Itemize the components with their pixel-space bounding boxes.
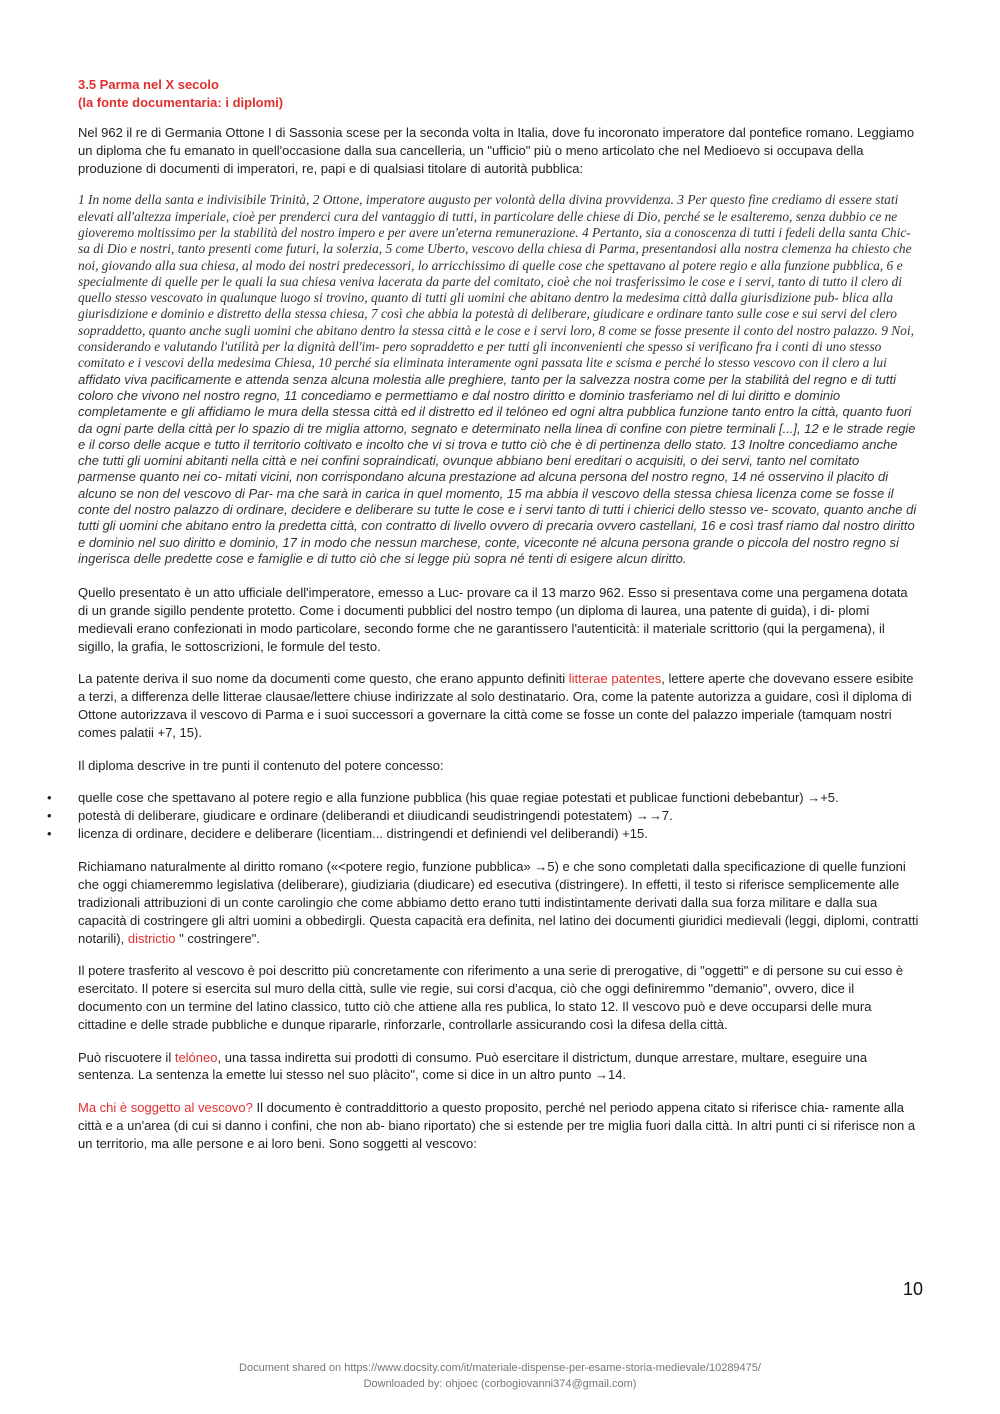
paragraph-subjects-text: Il documento è contraddittorio a questo proposito, perché nel periodo appena citato si riferisce chia- ramente alla città e a un'area (di cui si danno i confini, che non ab- biano riportato) che si estende per tre miglia fuori dalla città. In altri punti ci si riferisce non a un territorio, ma alle persone e ai loro beni. Sono soggetti al vescovo:: [78, 1100, 916, 1151]
footer-downloaded-by: Downloaded by: ohjoec (corbogiovanni374@gmail.com): [363, 1378, 637, 1390]
list-item: [47, 789, 920, 807]
section-heading: [78, 76, 920, 112]
intro-paragraph: Nel 962 il re di Germania Ottone I di Sassonia scese per la seconda volta in Italia, dove fu incoronato imperatore dal pontefice romano. Leggiamo un diploma che fu emanato in quell'occasione dalla sua cancelleria, un "ufficio" più o meno articolato che nel Medioevo si occupava della produzione di documenti di imperatori, re, papi e di qualsiasi titolare di autorità pubblica:: [78, 125, 915, 176]
section-subtitle: (la fonte documentaria: i diplomi): [78, 95, 284, 110]
list-item-text: licenza di ordinare, decidere e deliberare (licentiam... distringendi et definiendi vel deliberandi) +15.: [78, 826, 648, 842]
paragraph-official-act: Quello presentato è un atto ufficiale dell'imperatore, emesso a Luc- provare ca il 13 marzo 962. Esso si presentava come una pergamena dotata di un grande sigillo pendente protetto. Come i documenti pubblici del nostro tempo (un diploma di laurea, una patente di guida), i di- plomi medievali erano confezionati in modo particolare, secondo forme che ne garantissero l'autenticità: il materiale scrittorio (qui la pergamena), il sigillo, la grafia, le sottoscrizioni, le formule del testo.: [78, 585, 908, 654]
paragraph-patente-start: La patente deriva il suo nome da documenti come questo, che erano appunto definiti: [78, 671, 569, 687]
list-item: [47, 825, 920, 843]
paragraph-teloneo-end: , una tassa indiretta sui prodotti di consumo. Può esercitare il districtum, dunque arrestare, multare, eseguire una sentenza. La sentenza la emette lui stesso nel suo plàcito", come si dice in un altro punto →14.: [78, 1049, 868, 1083]
section-title: 3.5 Parma nel X secolo: [78, 77, 219, 92]
page-content: [47, 76, 920, 1168]
bullet-icon: •: [47, 790, 52, 806]
page-number: 10: [903, 1279, 924, 1299]
paragraph-roman-law: [78, 858, 920, 947]
bullet-icon: •: [47, 826, 52, 842]
highlight-teloneo: telóneo: [174, 1049, 218, 1065]
bullet-list: [47, 789, 920, 843]
bullet-icon: •: [47, 808, 52, 824]
list-item: [47, 807, 920, 825]
highlight-litterae-patentes: litterae patentes: [568, 671, 662, 687]
paragraph-three-points: Il diploma descrive in tre punti il contenuto del potere concesso:: [78, 757, 444, 773]
footer-shared-link[interactable]: Document shared on https://www.docsity.com/it/materiale-dispense-per-esame-storia-medievale/10289475/: [239, 1362, 761, 1374]
paragraph-roman-law-start: Richiamano naturalmente al diritto romano («<potere regio, funzione pubblica» →5) e che sono completati dalla specificazione di quelle funzioni che oggi chiameremmo legislativa (deliberare), giudiziaria (diudicare) ed esecutiva (distringere). In effetti, il testo si riferisce semplicemente alle tradizionali attribuzioni di un conte carolingio che come abbiamo detto erano tutti indistintamente derivati dalla sua forza militare e dalla sua capacità di costringere gli altri uomini a obbedirgli. Questa capacità era definita, nel latino dei documenti giuridici medievali (leggi, diplomi, contratti notarili),: [78, 859, 919, 946]
diploma-quote: [78, 192, 920, 567]
list-item-text: quelle cose che spettavano al potere regio e alla funzione pubblica (his quae regiae potestati et publicae functioni debebantur) →+5.: [78, 790, 839, 806]
list-item-text: potestà di deliberare, giudicare e ordinare (deliberandi et diiudicandi seudistringendi potestatem) →→7.: [78, 808, 673, 824]
paragraph-patente-end: , lettere aperte che dovevano essere esibite a terzi, a differenza delle litterae clausae/lettere chiuse indirizzate al solo destinatario. Ora, come la patente autorizza a guidare, così il diploma di Ottone autorizzava il vescovo di Parma e i suoi successori a governare la città come se fosse un conte del palazzo imperiale (tamquam nostri comes palatii +7, 15).: [78, 671, 914, 740]
paragraph-roman-law-end: " costringere".: [175, 930, 260, 946]
paragraph-subjects: [78, 1099, 920, 1152]
paragraph-teloneo: [78, 1049, 920, 1085]
highlight-question: Ma chi è soggetto al vescovo?: [78, 1100, 253, 1116]
quote-serif-text: 1 In nome della santa e indivisibile Trinità, 2 Ottone, imperatore augusto per volontà della divina provvidenza. 3 Per questo fine crediamo di essere stati elevati all'altezza imperiale, cioè per prenderci cura del vantaggio di tutti, in particolare delle chiese di Dio, perché se le esalteremo, senza dubbio ce ne gioveremo moltissimo per la stabilità del nostro impero e per avere un'eterna remunerazione. 4 Pertanto, sia a conoscenza di tutti i fedeli della santa Chic- sa di Dio e nostri, tanto presenti come futuri, la solerzia, 5 come Uberto, vescovo della chiesa di Parma, presentandosi alla nostra clemenza ha chiesto che noi, giovando alla sua chiesa, al modo dei nostri predecessori, lo arricchissimo di quelle cose che spettavano al potere regio e alla funzione pubblica, 6 e specialmente di quelle per le quali la sua chiesa veniva lacerata da parte del comitato, cioè che noi trasferissimo le cose e i servi, tanto di tutto il clero di quello stesso vescovato in qualunque luogo si trovino, quanto di tutti gli uomini che abitano dentro la medesima città dalla giurisdizione pub- blica alla giurisdizione e dominio e distretto della stessa chiesa, 7 così che abbia la potestà di deliberare, giudicare e ordinare tanto sulle cose e sui servi del clero sopraddetto, quanto anche sugli uomini che abitano dentro la stessa città e le cose e i servi loro, 8 come se fosse presente il conto del nostro palazzo. 9 Noi, considerando e valutando l'utilità per la dignità dell'im- pero sopraddetto e per tutti gli inconvenienti che spesso si verificano fra i conti di uno stesso comitato e i vescovi della medesima Chiesa, 10 perché sia eliminata interamente ogni passata lite e scisma e perché lo stesso vescovo con il clero a lui: [78, 192, 914, 371]
paragraph-power-transferred: Il potere trasferito al vescovo è poi descritto più concretamente con riferimento a una serie di prerogative, di "oggetti" e di persone su cui esso è esercitato. Il potere si esercita sul muro della città, sulle vie regie, sui corsi d'acqua, ciò che oggi definiremmo "demanio", ovvero, dice il documento con un termine del latino classico, tutto ciò che attiene alla res publica, lo stato 12. Il vescovo può e deve occuparsi delle mura cittadine e delle strade pubbliche e dunque ripararle, rinforzarle, controllarle assicurando così la difesa della città.: [78, 963, 904, 1032]
paragraph-teloneo-start: Può riscuotere il: [78, 1049, 175, 1065]
paragraph-patente: [78, 670, 920, 741]
highlight-districtio: districtio: [127, 930, 176, 946]
quote-sans-text: affidato viva pacificamente e attenda senza alcuna molestia alle preghiere, tanto per la salvezza nostra come per la stabilità del regno e di tutti coloro che vivono nel nostro regno, 11 concediamo e permettiamo e dal nostro diritto e dominio trasferiamo nel di lui diritto e dominio completamente e gli affidiamo le mura della stessa città ed il distretto ed il telóneo ed ogni altra pubblica funzione tanto entro la città, quanto fuori da ogni parte della città per lo spazio di tre miglia attorno, segnato e determinato nella linea di confine con pietre terminali [...], 12 e le strade regie e il corso delle acque e tutto il territorio coltivato e incolto che vi si trova e tutto ciò che è di pertinenza dello stato. 13 Inoltre concediamo anche che tutti gli uomini abitanti nella città e nei confini sopraindicati, ovunque abbiano beni ereditari o acquisiti, o dei servi, tanto nel comitato parmense quanto nei co- mitati vicini, non corrispondano alcuna prestazione ad alcuna persona del nostro regno, 14 né osservino il placito di alcuno se non del vescovo di Par- ma che sarà in carica in quel momento, 15 ma abbia il vescovo della stessa chiesa licenza come se fosse il conte del nostro palazzo di ordinare, decidere e deliberare su tutte le cose e i servi tanto di tutti i chierici dello stesso ve- scovato, quanto anche di tutti gli uomini che abitano entro la predetta città, con contratto di livello ovvero di precaria ovvero castellani, 16 e così trasf riamo dal nostro diritto e dominio nel suo diritto e dominio, 17 in modo che nessun marchese, conte, viceconte né alcuna persona grande o piccola del nostro regno si ingerisca delle predette cose e famiglie e di tutto ciò che si legge più sopra né tenti di esigere alcun diritto.: [78, 371, 917, 566]
